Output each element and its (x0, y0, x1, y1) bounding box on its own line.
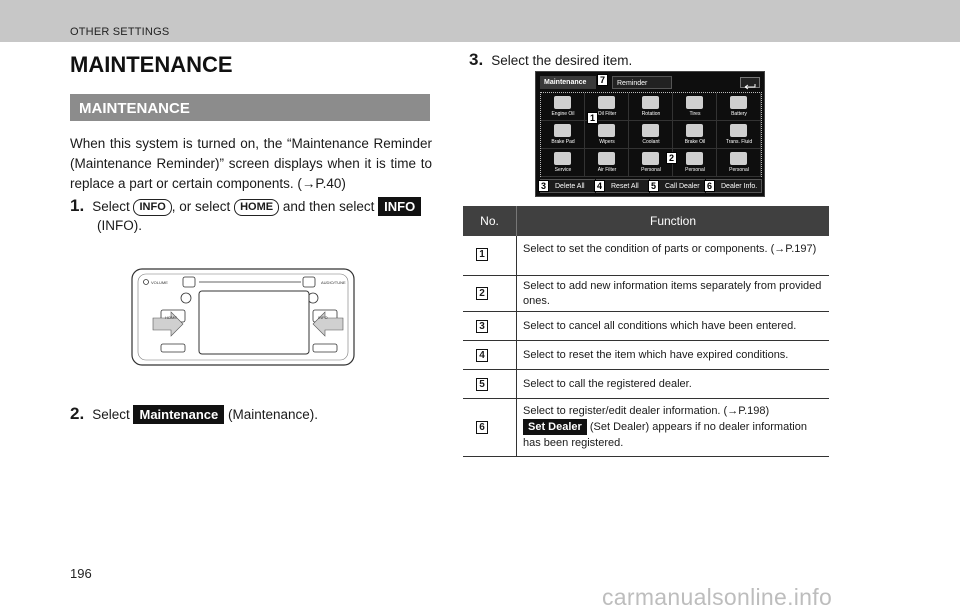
grid-item[interactable] (717, 93, 761, 121)
grid-item[interactable] (629, 121, 673, 149)
table-row (463, 236, 829, 276)
grid-item[interactable] (717, 149, 761, 177)
table-header (463, 206, 829, 236)
callout-1: 1 (587, 112, 598, 124)
grid-item-icon (686, 152, 703, 165)
row-text-after: (Set Dealer) appears if no dealer information has been registered. (523, 421, 807, 449)
grid-item-label: Oil Filter (597, 111, 617, 117)
grid-item-label: Service (554, 167, 572, 173)
head-unit-drawing (131, 268, 355, 366)
grid-item-label: Personal (685, 167, 705, 173)
back-button[interactable] (740, 77, 760, 88)
grid-item-label: Tires (689, 111, 701, 117)
grid-item-label: Coolant (642, 139, 660, 145)
table-row (463, 399, 829, 457)
grid-item-label: Wipers (599, 139, 615, 145)
grid-item-icon (598, 96, 615, 109)
tab-reminder[interactable]: Reminder (612, 76, 672, 89)
callout-6: 6 (704, 180, 715, 192)
row-text: Select to register/edit dealer information. (→P.198) (523, 405, 770, 417)
grid-item-icon (598, 152, 615, 165)
grid-item[interactable] (541, 93, 585, 121)
grid-item-label: Brake Pad (551, 139, 575, 145)
grid-item[interactable] (585, 149, 629, 177)
row-number: 6 (476, 421, 488, 434)
subtitle: MAINTENANCE (79, 100, 190, 117)
callout-3: 3 (538, 180, 549, 192)
row-text: Select to reset the item which have expired conditions. (523, 349, 789, 361)
grid-item-label: Brake Oil (684, 139, 706, 145)
row-text-6 (517, 399, 829, 456)
step-2 (70, 404, 318, 425)
step-3-number: 3. (469, 50, 484, 69)
grid-item-label: Battery (731, 111, 747, 117)
grid-item-icon (642, 152, 659, 165)
grid-item-icon (642, 124, 659, 137)
grid-item-icon (598, 124, 615, 137)
grid-item-icon (554, 124, 571, 137)
grid-item-icon (730, 96, 747, 109)
grid-item-label: Trans. Fluid (725, 139, 753, 145)
grid-item[interactable] (673, 121, 717, 149)
row-number: 1 (476, 248, 488, 261)
volume-label: VOLUME (151, 280, 168, 285)
grid-item[interactable] (673, 93, 717, 121)
step-3-text: Select the desired item. (491, 53, 633, 68)
head-unit-illustration (131, 268, 355, 366)
row-number: 5 (476, 378, 488, 391)
step-1-text-b: , or select (171, 199, 231, 214)
delete-all-button[interactable]: Delete All (540, 179, 595, 193)
step-3 (469, 50, 632, 71)
function-table (463, 206, 829, 457)
row-number: 4 (476, 349, 488, 362)
grid-item-icon (686, 124, 703, 137)
grid-item-label: Rotation (641, 111, 661, 117)
step-1-number: 1. (70, 196, 85, 215)
grid-item-label: Air Filter (597, 167, 617, 173)
step-2-text-a: Select (92, 407, 130, 422)
step-1-text-a: Select (92, 199, 130, 214)
grid-item-icon (730, 152, 747, 165)
grid-item[interactable] (673, 149, 717, 177)
screen-tab-bar (540, 76, 762, 89)
grid-item-label: Personal (641, 167, 661, 173)
back-arrow-icon (741, 82, 759, 91)
step-1-text-c: and then select (282, 199, 375, 214)
subtitle-bar (70, 94, 430, 121)
grid-item[interactable] (541, 121, 585, 149)
maintenance-screen-button: Maintenance (133, 405, 224, 424)
unit-info-label: INFO (318, 315, 328, 320)
row-text: Select to cancel all conditions which have been entered. (523, 320, 797, 332)
table-row (463, 370, 829, 399)
grid-item-icon (554, 152, 571, 165)
grid-item-label: Engine Oil (551, 111, 575, 117)
row-number: 2 (476, 287, 488, 300)
unit-home-label: HOME (165, 315, 177, 320)
grid-item-icon (554, 96, 571, 109)
info-key: INFO (133, 199, 171, 216)
maintenance-screen (535, 71, 765, 197)
grid-item-icon (642, 96, 659, 109)
row-number: 3 (476, 320, 488, 333)
callout-4: 4 (594, 180, 605, 192)
step-1-suffix: (INFO). (97, 218, 142, 233)
dealer-info-button[interactable]: Dealer Info. (706, 179, 762, 193)
grid-item[interactable] (629, 93, 673, 121)
grid-item-label: Personal (729, 167, 749, 173)
row-text: Select to add new information items separately from provided ones. (523, 280, 822, 307)
call-dealer-button[interactable]: Call Dealer (650, 179, 705, 193)
step-2-text-b: (Maintenance). (228, 407, 319, 422)
header-band (0, 0, 960, 42)
grid-item-icon (686, 96, 703, 109)
tab-maintenance[interactable]: Maintenance (540, 76, 596, 89)
col-no-header: No. (463, 206, 517, 236)
info-screen-button: INFO (378, 197, 421, 216)
section-label: OTHER SETTINGS (70, 26, 170, 38)
page-title: MAINTENANCE (70, 52, 233, 77)
grid-item[interactable] (541, 149, 585, 177)
row-text: Select to call the registered dealer. (523, 378, 692, 390)
intro-paragraph: When this system is turned on, the “Maintenance Reminder (Maintenance Reminder)” screen displays when it is time to replace a part or certain components. (→P.40) (70, 136, 432, 191)
home-key: HOME (234, 199, 279, 216)
step-2-number: 2. (70, 404, 85, 423)
table-row (463, 341, 829, 370)
col-function-header: Function (649, 214, 697, 228)
grid-item[interactable] (585, 121, 629, 149)
maintenance-grid (540, 92, 762, 177)
row-text: Select to set the condition of parts or components. (→P.197) (523, 243, 817, 255)
callout-5: 5 (648, 180, 659, 192)
step-1 (70, 196, 432, 217)
watermark: carmanualsonline.info (602, 584, 833, 610)
page-number: 196 (70, 566, 92, 581)
audio-tune-label: AUDIO/TUNE (321, 280, 346, 285)
table-row (463, 312, 829, 341)
grid-item[interactable] (717, 121, 761, 149)
callout-2: 2 (666, 152, 677, 164)
callout-7: 7 (597, 74, 608, 86)
set-dealer-button: Set Dealer (523, 419, 587, 435)
grid-item-icon (730, 124, 747, 137)
table-row (463, 276, 829, 312)
reset-all-button[interactable]: Reset All (596, 179, 649, 193)
